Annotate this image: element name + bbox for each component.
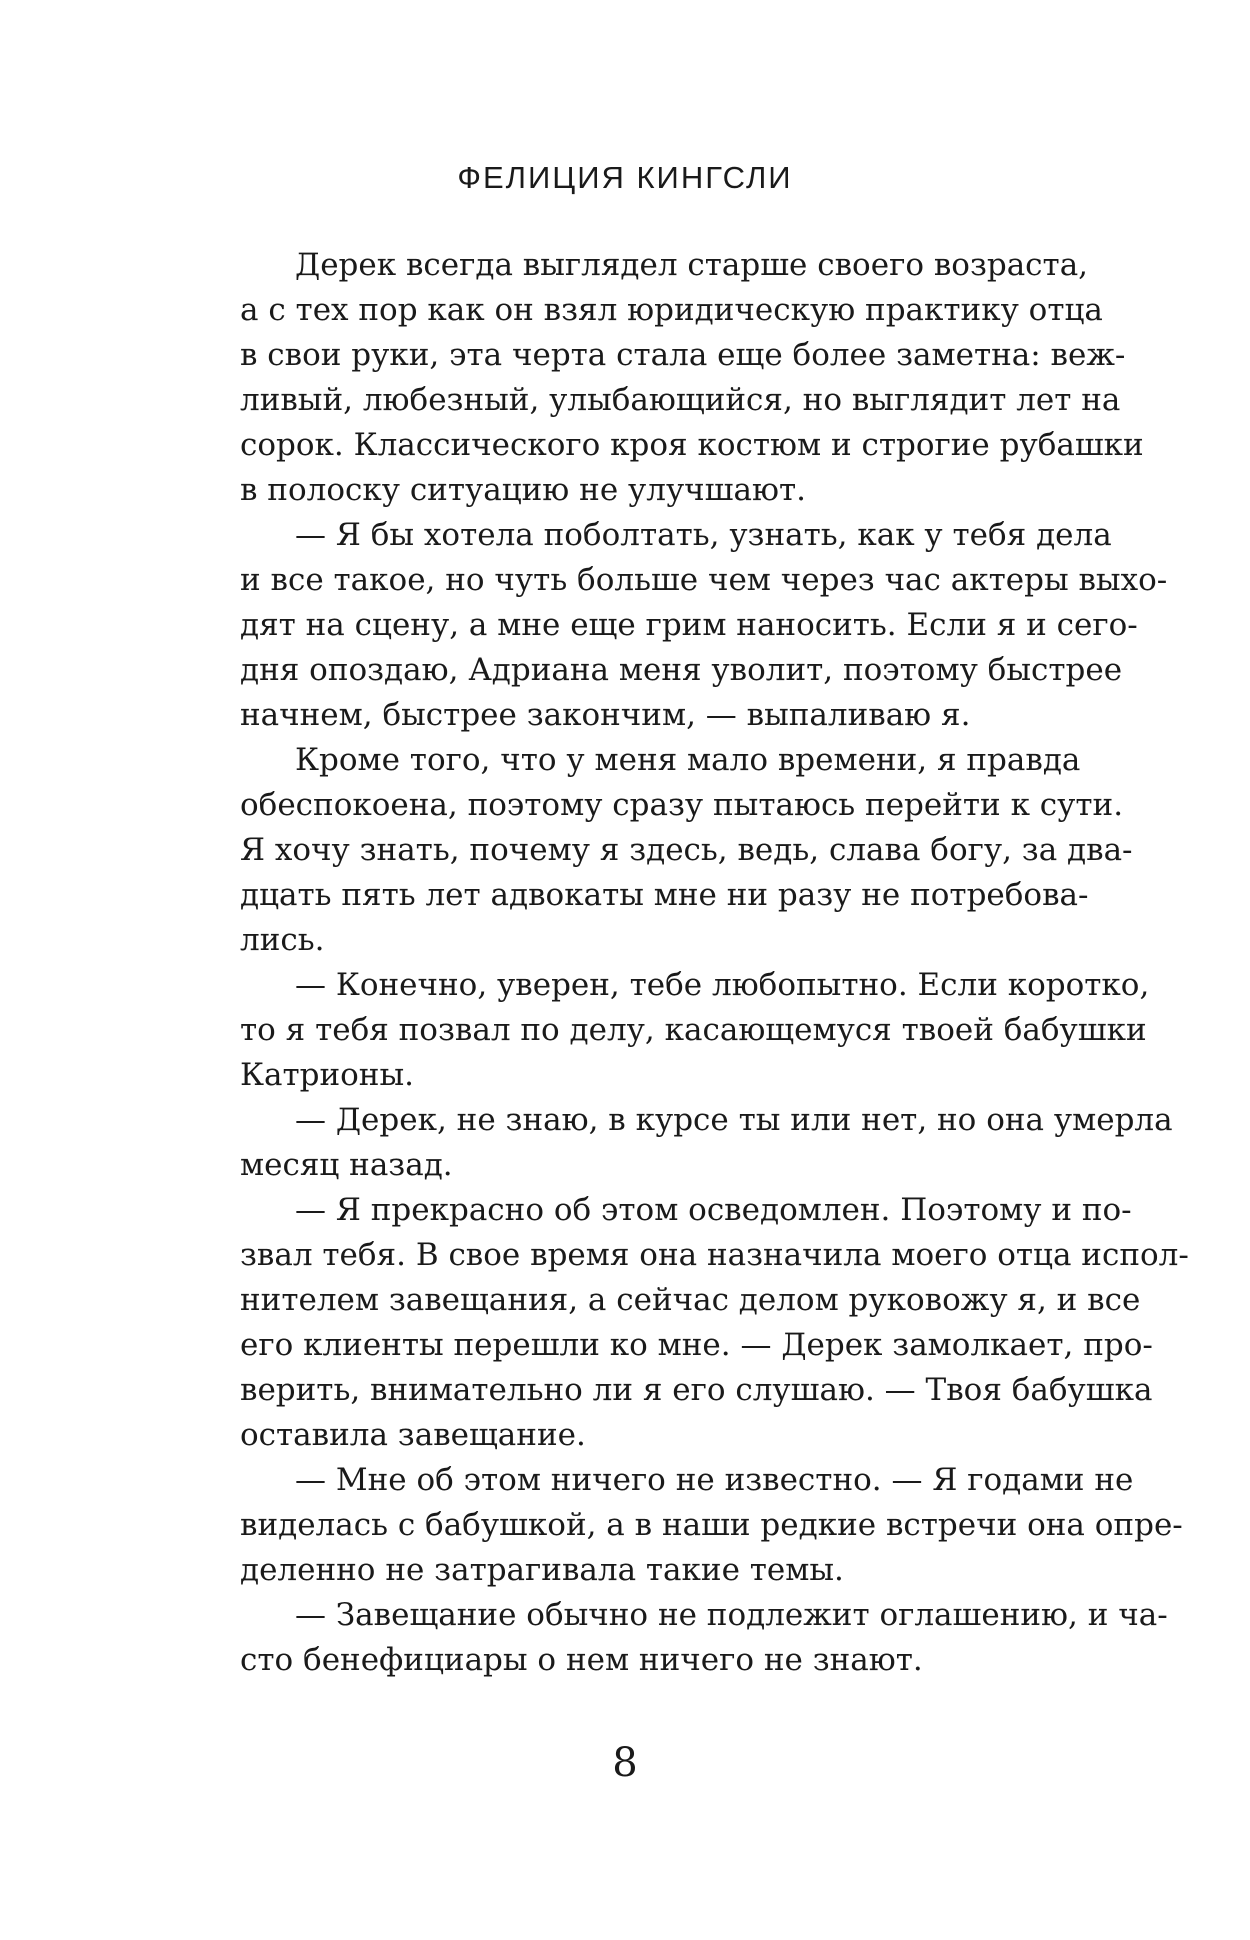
text-line: — Я прекрасно об этом осведомлен. Поэтому и по-	[295, 1192, 1132, 1228]
text-line: обеспокоена, поэтому сразу пытаюсь перейти к сути.	[240, 787, 1124, 823]
page-number: 8	[612, 1740, 638, 1786]
text-line: верить, внимательно ли я его слушаю. — Твоя бабушка	[240, 1372, 1153, 1408]
text-line: сорок. Классического кроя костюм и строгие рубашки	[240, 427, 1144, 463]
text-line: в полоску ситуацию не улучшают.	[240, 472, 806, 508]
text-line: месяц назад.	[240, 1147, 453, 1183]
text-line: Дерек всегда выглядел старше своего возраста,	[295, 247, 1089, 283]
paragraph	[240, 1188, 1189, 1458]
text-line: — Я бы хотела поболтать, узнать, как у тебя дела	[295, 517, 1112, 553]
text-line: Кроме того, что у меня мало времени, я правда	[295, 742, 1081, 778]
paragraph	[240, 1458, 1183, 1593]
text-line: то я тебя позвал по делу, касающемуся твоей бабушки	[240, 1012, 1147, 1048]
paragraph	[240, 1098, 1173, 1188]
text-line: Я хочу знать, почему я здесь, ведь, слава богу, за два-	[240, 832, 1133, 868]
text-line: дят на сцену, а мне еще грим наносить. Если я и сего-	[240, 607, 1138, 643]
text-line: сто бенефициары о нем ничего не знают.	[240, 1642, 923, 1678]
text-line: в свои руки, эта черта стала еще более заметна: веж-	[240, 337, 1126, 373]
text-line: оставила завещание.	[240, 1417, 586, 1453]
text-line: — Конечно, уверен, тебе любопытно. Если коротко,	[295, 967, 1150, 1003]
text-line: Катрионы.	[240, 1057, 414, 1093]
text-line: и все такое, но чуть больше чем через час актеры выхо-	[240, 562, 1168, 598]
running-header: ФЕЛИЦИЯ КИНГСЛИ	[457, 160, 793, 195]
text-line: — Мне об этом ничего не известно. — Я годами не	[295, 1462, 1134, 1498]
text-line: а с тех пор как он взял юридическую практику отца	[240, 292, 1103, 328]
text-line: ливый, любезный, улыбающийся, но выглядит лет на	[240, 382, 1121, 418]
text-line: — Завещание обычно не подлежит оглашению, и ча-	[295, 1597, 1168, 1633]
text-line: нителем завещания, а сейчас делом руковожу я, и все	[240, 1282, 1141, 1318]
body-text	[240, 243, 1189, 1683]
text-line: дцать пять лет адвокаты мне ни разу не потребова-	[240, 877, 1089, 913]
text-line: виделась с бабушкой, а в наши редкие встречи она опре-	[240, 1507, 1183, 1543]
paragraph	[240, 738, 1133, 963]
text-line: — Дерек, не знаю, в курсе ты или нет, но она умерла	[295, 1102, 1173, 1138]
paragraph	[240, 243, 1144, 513]
paragraph	[240, 963, 1150, 1098]
text-line: звал тебя. В свое время она назначила моего отца испол-	[240, 1237, 1189, 1273]
text-line: деленно не затрагивала такие темы.	[240, 1552, 844, 1588]
text-line: дня опоздаю, Адриана меня уволит, поэтому быстрее	[240, 652, 1123, 688]
paragraph	[240, 513, 1168, 738]
paragraph	[240, 1593, 1168, 1683]
text-line: начнем, быстрее закончим, — выпаливаю я.	[240, 697, 971, 733]
text-line: его клиенты перешли ко мне. — Дерек замолкает, про-	[240, 1327, 1153, 1363]
text-line: лись.	[240, 922, 325, 958]
